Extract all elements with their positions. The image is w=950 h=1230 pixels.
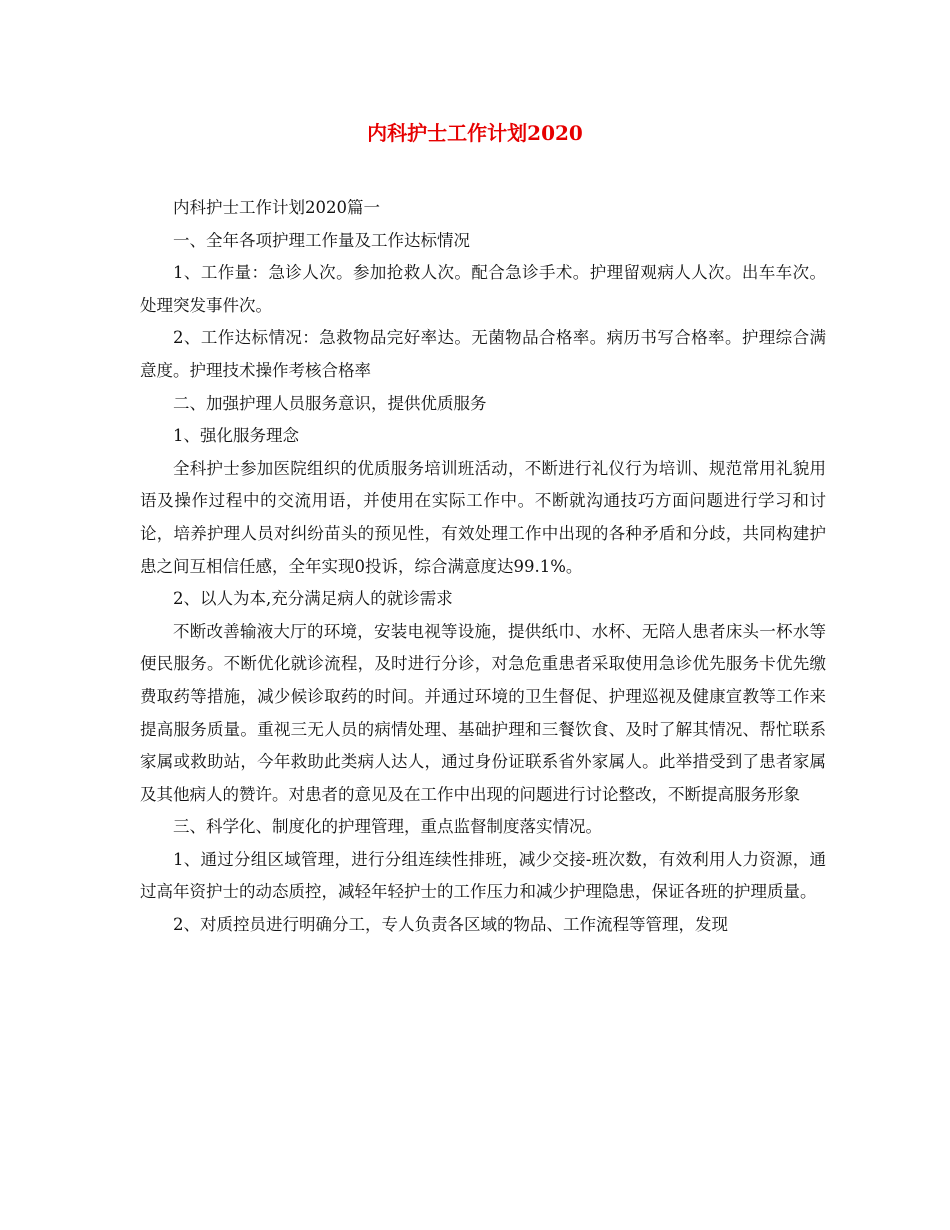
paragraph-heading-part-one: 内科护士工作计划2020篇一 [173, 198, 380, 217]
paragraph-section-one-heading: 一、全年各项护理工作量及工作达标情况 [173, 230, 470, 250]
paragraph-service-concept-heading: 1、强化服务理念 [173, 426, 299, 446]
paragraph-standards: 2、工作达标情况：急救物品完好率达。无菌物品合格率。病历书写合格率。护理综合满意度。护理技术操作考核合格率 [140, 328, 826, 380]
paragraph-workload: 1、工作量：急诊人次。参加抢救人次。配合急诊手术。护理留观病人人次。出车车次。处理突发事件次。 [140, 263, 826, 315]
paragraph-quality-control: 2、对质控员进行明确分工，专人负责各区域的物品、工作流程等管理，发现 [173, 915, 728, 935]
paragraph-group-management: 1、通过分组区域管理，进行分组连续性排班，减少交接-班次数，有效利用人力资源，通过高年资护士的动态质控，减轻年轻护士的工作压力和减少护理隐患，保证各班的护理质量。 [140, 849, 826, 902]
paragraph-section-three-heading: 三、科学化、制度化的护理管理，重点监督制度落实情况。 [173, 817, 602, 837]
paragraph-people-oriented-heading: 2、以人为本,充分满足病人的就诊需求 [173, 589, 453, 609]
paragraph-convenience-services: 不断改善输液大厅的环境，安装电视等设施，提供纸巾、水杯、无陪人患者床头一杯水等便民服务。不断优化就诊流程，及时进行分诊，对急危重患者采取使用急诊优先服务卡优先缴费取药等措施，减少候诊取药的时间。并通过环境的卫生督促、护理巡视及健康宣教等工作来提高服务质量。重视三无人员的病情处理、基础护理和三餐饮食、及时了解其情况、帮忙联系家属或救助站，今年救助此类病人达人，通过身份证联系省外家属人。此举措受到了患者家属及其他病人的赞许。对患者的意见及在工作中出现的问题进行讨论整改，不断提高服务形象 [140, 621, 826, 804]
paragraph-service-training: 全科护士参加医院组织的优质服务培训班活动，不断进行礼仪行为培训、规范常用礼貌用语及操作过程中的交流用语，并使用在实际工作中。不断就沟通技巧方面问题进行学习和讨论，培养护理人员对纠纷苗头的预见性，有效处理工作中出现的各种矛盾和分歧，共同构建护患之间互相信任感，全年实现0投诉，综合满意度达99.1%。 [140, 458, 826, 576]
document-title: 内科护士工作计划2020 [367, 121, 583, 145]
document-body [140, 192, 826, 942]
paragraph-section-two-heading: 二、加强护理人员服务意识，提供优质服务 [173, 393, 487, 413]
